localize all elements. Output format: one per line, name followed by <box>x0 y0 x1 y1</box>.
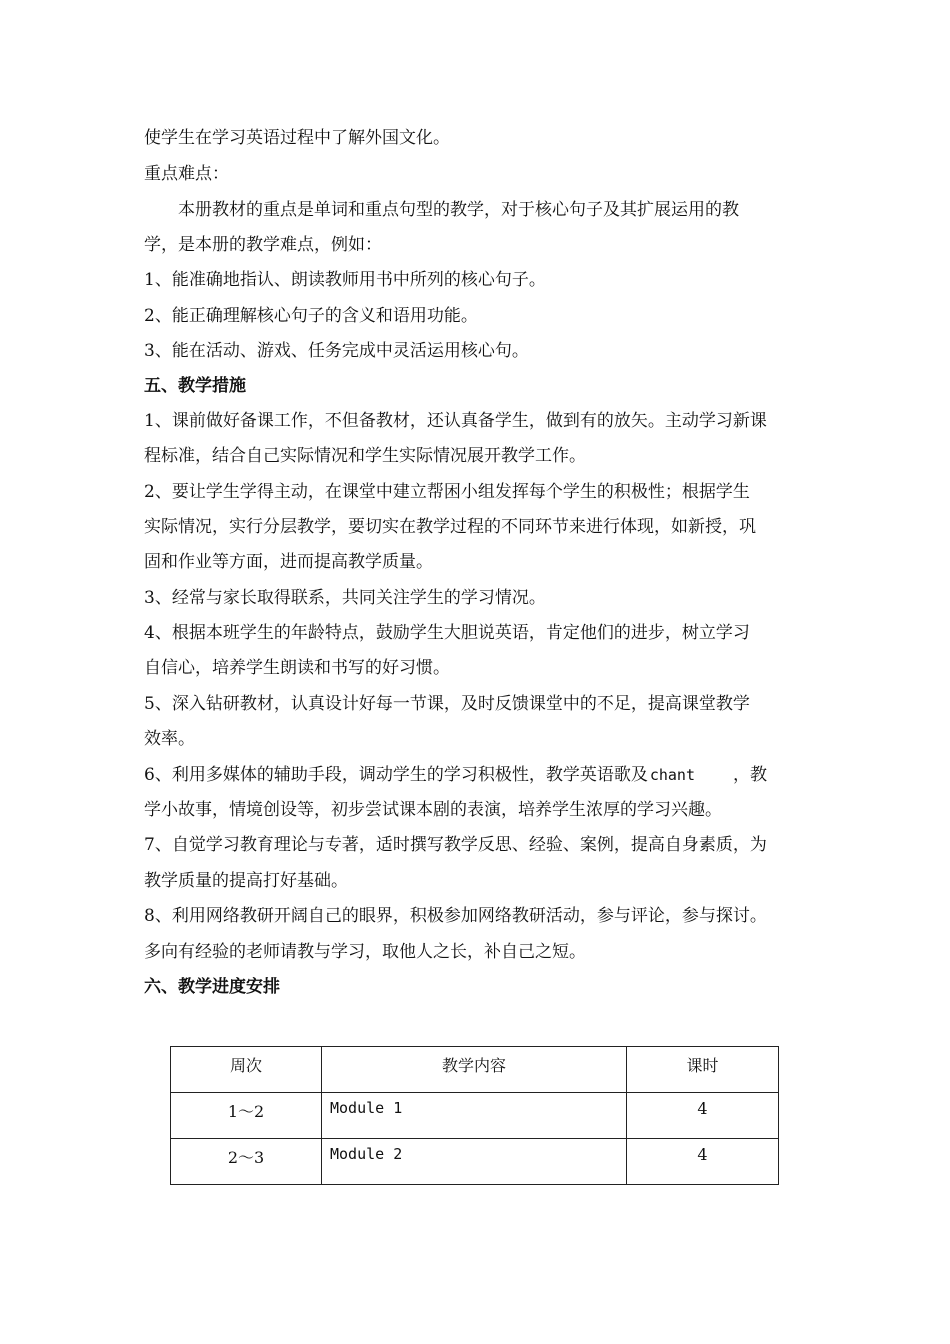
header-hours: 课时 <box>627 1047 779 1093</box>
cell-week: 1～2 <box>171 1093 322 1139</box>
measure-5-line-2: 效率。 <box>144 729 195 749</box>
measure-8-line-2: 多向有经验的老师请教与学习，取他人之长，补自己之短。 <box>144 942 586 962</box>
measure-6-chant: chant <box>649 766 695 784</box>
measure-4-line-1: 4、根据本班学生的年龄特点，鼓励学生大胆说英语，肯定他们的进步，树立学习 <box>144 623 750 643</box>
cell-hours: 4 <box>627 1139 779 1185</box>
section-6-title: 六、教学进度安排 <box>144 977 280 997</box>
measure-1-line-2: 程标准，结合自己实际情况和学生实际情况展开教学工作。 <box>144 446 586 466</box>
difficulty-item-3: 3、能在活动、游戏、任务完成中灵活运用核心句。 <box>144 341 529 361</box>
table-row <box>171 1139 779 1185</box>
paragraph-culture: 使学生在学习英语过程中了解外国文化。 <box>144 128 450 148</box>
table-row <box>171 1093 779 1139</box>
measure-7-line-2: 教学质量的提高打好基础。 <box>144 871 348 891</box>
header-content: 教学内容 <box>322 1047 627 1093</box>
table-header-row <box>171 1047 779 1093</box>
measure-6-line-2: 学小故事，情境创设等，初步尝试课本剧的表演，培养学生浓厚的学习兴趣。 <box>144 800 722 820</box>
heading-key-difficulties: 重点难点： <box>144 164 229 184</box>
measure-5-line-1: 5、深入钻研教材，认真设计好每一节课，及时反馈课堂中的不足，提高课堂教学 <box>144 694 750 714</box>
schedule-table <box>170 1046 779 1185</box>
measure-2-line-3: 固和作业等方面，进而提高教学质量。 <box>144 552 433 572</box>
cell-content: Module 1 <box>322 1093 627 1139</box>
difficulty-intro-line-2: 学，是本册的教学难点，例如： <box>144 235 382 255</box>
measure-6-text-c: ，教 <box>732 765 767 785</box>
section-5-title: 五、教学措施 <box>144 376 246 396</box>
measure-6-line-1 <box>144 765 767 785</box>
measure-3-line-1: 3、经常与家长取得联系，共同关注学生的学习情况。 <box>144 588 546 608</box>
difficulty-item-1: 1、能准确地指认、朗读教师用书中所列的核心句子。 <box>144 270 546 290</box>
header-week: 周次 <box>171 1047 322 1093</box>
cell-week: 2～3 <box>171 1139 322 1185</box>
measure-2-line-2: 实际情况，实行分层教学，要切实在教学过程的不同环节来进行体现，如新授，巩 <box>144 517 756 537</box>
cell-content: Module 2 <box>322 1139 627 1185</box>
measure-6-text-a: 6、利用多媒体的辅助手段，调动学生的学习积极性，教学英语歌及 <box>144 765 648 785</box>
measure-8-line-1: 8、利用网络教研开阔自己的眼界，积极参加网络教研活动，参与评论，参与探讨。 <box>144 906 767 926</box>
measure-2-line-1: 2、要让学生学得主动，在课堂中建立帮困小组发挥每个学生的积极性；根据学生 <box>144 482 750 502</box>
measure-1-line-1: 1、课前做好备课工作，不但备教材，还认真备学生，做到有的放矢。主动学习新课 <box>144 411 767 431</box>
difficulty-item-2: 2、能正确理解核心句子的含义和语用功能。 <box>144 306 478 326</box>
measure-4-line-2: 自信心，培养学生朗读和书写的好习惯。 <box>144 658 450 678</box>
difficulty-intro-line-1: 本册教材的重点是单词和重点句型的教学，对于核心句子及其扩展运用的教 <box>178 200 739 220</box>
cell-hours: 4 <box>627 1093 779 1139</box>
measure-7-line-1: 7、自觉学习教育理论与专著，适时撰写教学反思、经验、案例，提高自身素质，为 <box>144 835 767 855</box>
